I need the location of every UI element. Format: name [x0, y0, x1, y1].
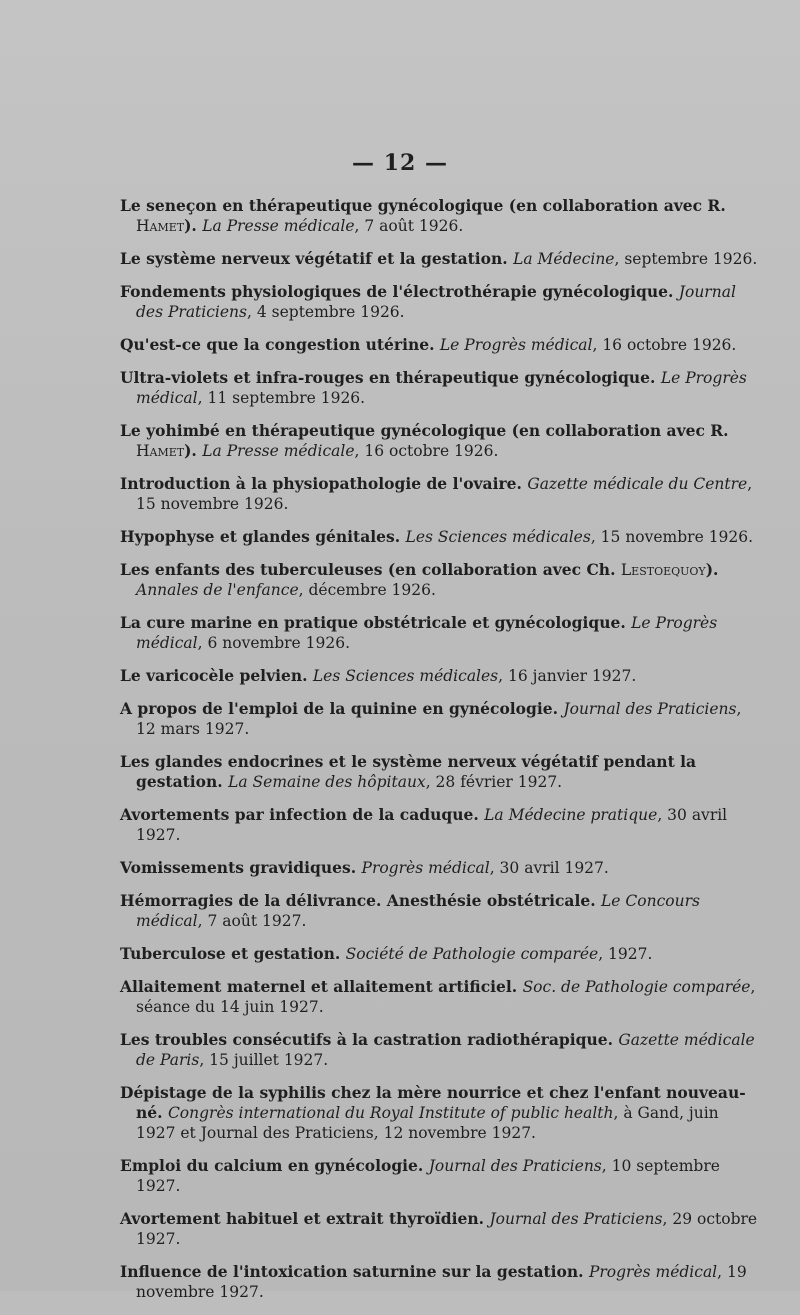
entry-date: , 16 octobre 1926.: [592, 336, 737, 354]
entry-title: Dépistage de la syphilis chez la mère nourrice et chez l'enfant nouveau-né.: [120, 1083, 746, 1122]
entry-title: Le varicocèle pelvien.: [120, 666, 313, 685]
entry-source: Le Progrès médical: [439, 336, 593, 354]
bibliography-list: [120, 196, 760, 1315]
entry-title: Fondements physiologiques de l'électrothérapie gynécologique.: [120, 282, 679, 301]
entry-title: Qu'est-ce que la congestion utérine.: [120, 335, 440, 354]
entry-source: Le Concours médical: [136, 892, 700, 930]
entry-date: , 19 novembre 1927.: [136, 1263, 747, 1301]
bibliography-entry: [120, 368, 760, 408]
entry-source: Progrès médical: [588, 1263, 718, 1281]
entry-date: , 16 octobre 1926.: [354, 442, 499, 460]
entry-date: , 7 août 1927.: [197, 912, 307, 930]
entry-title-end: ).: [184, 441, 203, 460]
bibliography-entry: [120, 249, 760, 269]
bibliography-entry: [120, 282, 760, 322]
bibliography-entry: [120, 527, 760, 547]
entry-title: A propos de l'emploi de la quinine en gynécologie.: [120, 699, 564, 718]
entry-source: Journal des Praticiens: [136, 283, 736, 321]
entry-date: , 10 septembre 1927.: [136, 1157, 720, 1195]
entry-source: La Presse médicale: [202, 442, 355, 460]
entry-date: , 28 février 1927.: [425, 773, 563, 791]
entry-date: , 15 novembre 1926.: [590, 528, 754, 546]
bibliography-entry: [120, 421, 760, 461]
entry-title: Allaitement maternel et allaitement artificiel.: [120, 977, 523, 996]
entry-date: , 30 avril 1927.: [136, 806, 728, 844]
entry-source: Les Sciences médicales: [312, 667, 499, 685]
entry-source: Les Sciences médicales: [405, 528, 591, 546]
entry-source: Société de Pathologie comparée: [345, 945, 599, 963]
entry-title: Les troubles consécutifs à la castration radiothérapique.: [120, 1030, 619, 1049]
bibliography-entry: [120, 1030, 760, 1070]
entry-source: Soc. de Pathologie comparée: [522, 978, 751, 996]
entry-title: Influence de l'intoxication saturnine sur la gestation.: [120, 1262, 589, 1281]
bibliography-entry: [120, 891, 760, 931]
bibliography-entry: [120, 474, 760, 514]
entry-source: La Médecine pratique: [484, 806, 658, 824]
entry-title: Hypophyse et glandes génitales.: [120, 527, 406, 546]
entry-title-end: ).: [184, 216, 203, 235]
entry-title: Le seneçon en thérapeutique gynécologique (en collaboration avec R.: [120, 196, 726, 215]
entry-title: Tuberculose et gestation.: [120, 944, 346, 963]
entry-source: Le Progrès médical: [136, 614, 718, 652]
bibliography-entry: [120, 699, 760, 739]
bibliography-entry: [120, 1209, 760, 1249]
entry-title-end: ).: [705, 560, 719, 579]
bibliography-entry: [120, 805, 760, 845]
coauthor-name: Hamet: [136, 217, 185, 235]
bibliography-entry: [120, 560, 760, 600]
entry-date: , 16 janvier 1927.: [498, 667, 637, 685]
entry-title: Le yohimbé en thérapeutique gynécologique (en collaboration avec R.: [120, 421, 729, 440]
entry-title: Emploi du calcium en gynécologie.: [120, 1156, 429, 1175]
entry-source: La Semaine des hôpitaux: [228, 773, 426, 791]
bibliography-entry: [120, 613, 760, 653]
entry-title: Introduction à la physiopathologie de l'ovaire.: [120, 474, 528, 493]
bibliography-entry: [120, 335, 760, 355]
entry-source: Journal des Praticiens: [563, 700, 737, 718]
entry-title: Les enfants des tuberculeuses (en collaboration avec Ch.: [120, 560, 621, 579]
entry-title: La cure marine en pratique obstétricale et gynécologique.: [120, 613, 632, 632]
page-number: — 12 —: [352, 150, 448, 176]
entry-source: Journal des Praticiens: [489, 1210, 663, 1228]
coauthor-name: Hamet: [136, 442, 185, 460]
entry-title: Le système nerveux végétatif et la gestation.: [120, 249, 514, 268]
bibliography-entry: [120, 977, 760, 1017]
entry-date: , 7 août 1926.: [354, 217, 464, 235]
entry-date: , 1927.: [598, 945, 653, 963]
coauthor-name: Lestoequoy: [620, 561, 706, 579]
entry-title: Ultra-violets et infra-rouges en thérapeutique gynécologique.: [120, 368, 661, 387]
entry-date: , 15 juillet 1927.: [199, 1051, 329, 1069]
entry-date: , septembre 1926.: [614, 250, 758, 268]
entry-source: Journal des Praticiens: [428, 1157, 602, 1175]
entry-title: Hémorragies de la délivrance. Anesthésie obstétricale.: [120, 891, 602, 910]
entry-source: La Médecine: [513, 250, 615, 268]
entry-date: , 4 septembre 1926.: [247, 303, 405, 321]
entry-title: Avortements par infection de la caduque.: [120, 805, 485, 824]
bibliography-entry: [120, 1262, 760, 1302]
entry-source: Congrès international du Royal Institute of public health: [167, 1104, 614, 1122]
entry-source: Progrès médical: [361, 859, 490, 877]
entry-date: , 30 avril 1927.: [489, 859, 609, 877]
entry-source: Le Progrès médical: [136, 369, 747, 407]
entry-date: , décembre 1926.: [298, 581, 436, 599]
entry-source: Gazette médicale de Paris: [136, 1031, 755, 1069]
entry-title: Vomissements gravidiques.: [120, 858, 362, 877]
entry-source: Annales de l'enfance: [136, 581, 299, 599]
entry-source: La Presse médicale: [202, 217, 355, 235]
entry-date: , 29 octobre 1927.: [136, 1210, 758, 1248]
entry-date: , 11 septembre 1926.: [197, 389, 366, 407]
entry-date: , à Gand, juin 1927 et Journal des Praticiens, 12 novembre 1927.: [136, 1104, 719, 1142]
entry-date: , 6 novembre 1926.: [197, 634, 351, 652]
entry-title: Les glandes endocrines et le système nerveux végétatif pendant la gestation.: [120, 752, 697, 791]
entry-source: Gazette médicale du Centre: [527, 475, 748, 493]
entry-date: , séance du 14 juin 1927.: [136, 978, 756, 1016]
bibliography-entry: [120, 196, 760, 236]
entry-date: , 15 novembre 1926.: [136, 475, 753, 513]
bibliography-entry: [120, 1083, 760, 1143]
entry-title: Avortement habituel et extrait thyroïdien.: [120, 1209, 490, 1228]
bibliography-entry: [120, 944, 760, 964]
bibliography-entry: [120, 858, 760, 878]
bibliography-entry: [120, 1156, 760, 1196]
bibliography-entry: [120, 752, 760, 792]
bibliography-entry: [120, 666, 760, 686]
entry-date: , 12 mars 1927.: [136, 700, 742, 738]
